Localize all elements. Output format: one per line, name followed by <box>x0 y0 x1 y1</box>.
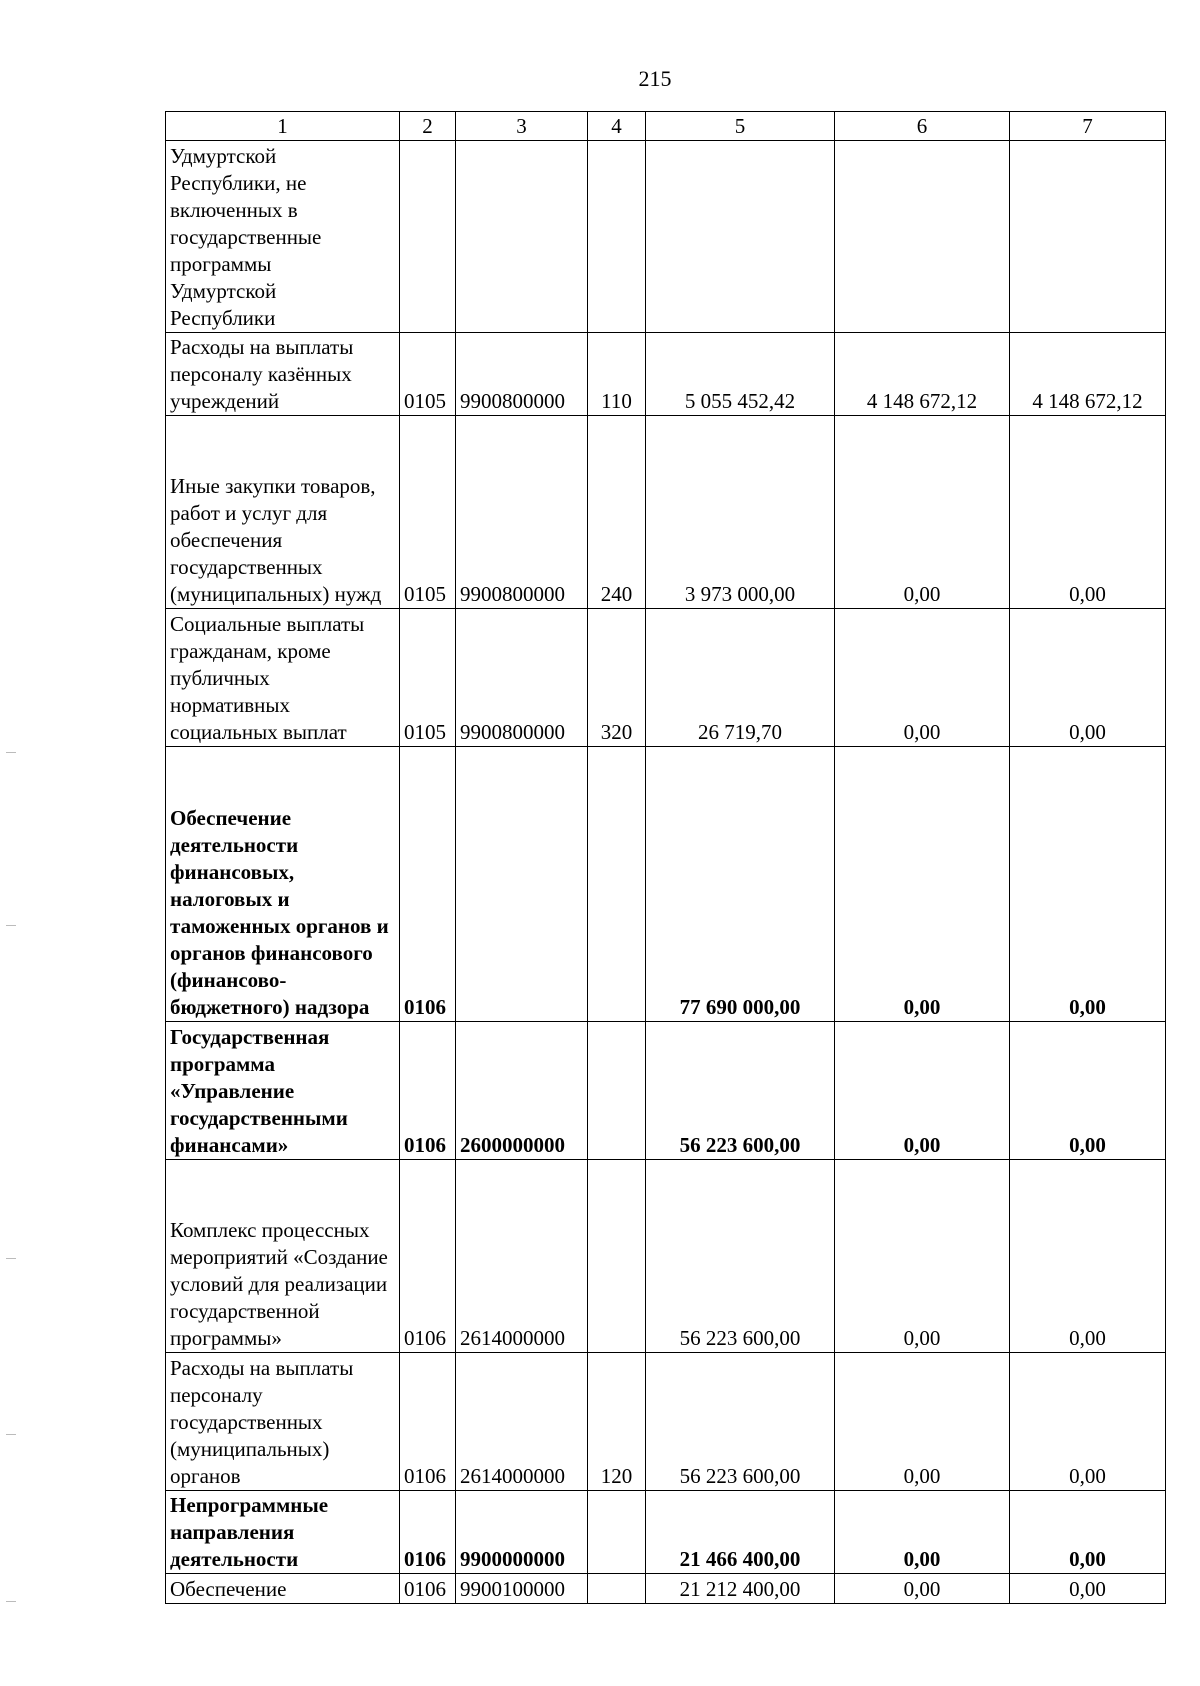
row-name: Расходы на выплаты персоналу государственных (муниципальных) органов <box>166 1353 400 1491</box>
row-name: Расходы на выплаты персоналу казённых учреждений <box>166 333 400 416</box>
section-code: 0106 <box>400 1353 456 1491</box>
amount-col5: 3 973 000,00 <box>646 416 835 609</box>
table-body <box>166 141 1166 1604</box>
amount-col7: 0,00 <box>1010 1022 1166 1160</box>
expense-type-code <box>588 1491 646 1574</box>
table-row <box>166 1353 1166 1491</box>
expense-type-code: 240 <box>588 416 646 609</box>
amount-col5: 56 223 600,00 <box>646 1160 835 1353</box>
row-name: Удмуртской Республики, не включенных в государственные программы Удмуртской Республики <box>166 141 400 333</box>
section-code: 0106 <box>400 1491 456 1574</box>
expense-type-code: 320 <box>588 609 646 747</box>
budget-table <box>165 111 1166 1604</box>
amount-col7: 0,00 <box>1010 1491 1166 1574</box>
amount-col7: 0,00 <box>1010 747 1166 1022</box>
amount-col5: 77 690 000,00 <box>646 747 835 1022</box>
column-header-2: 2 <box>400 112 456 141</box>
target-article-code: 2614000000 <box>456 1160 588 1353</box>
amount-col5: 21 466 400,00 <box>646 1491 835 1574</box>
section-code: 0106 <box>400 747 456 1022</box>
expense-type-code: 110 <box>588 333 646 416</box>
table-row <box>166 1022 1166 1160</box>
amount-col6: 4 148 672,12 <box>835 333 1010 416</box>
column-header-3: 3 <box>456 112 588 141</box>
target-article-code <box>456 747 588 1022</box>
amount-col6: 0,00 <box>835 1160 1010 1353</box>
scan-edge-mark <box>6 925 16 926</box>
table-row <box>166 141 1166 333</box>
column-header-5: 5 <box>646 112 835 141</box>
amount-col5: 26 719,70 <box>646 609 835 747</box>
section-code: 0105 <box>400 609 456 747</box>
amount-col6: 0,00 <box>835 609 1010 747</box>
target-article-code: 9900100000 <box>456 1574 588 1604</box>
row-name: Непрограммные направления деятельности <box>166 1491 400 1574</box>
table-row <box>166 333 1166 416</box>
column-header-6: 6 <box>835 112 1010 141</box>
amount-col6: 0,00 <box>835 1022 1010 1160</box>
amount-col5: 5 055 452,42 <box>646 333 835 416</box>
amount-col6: 0,00 <box>835 1353 1010 1491</box>
table-row <box>166 416 1166 609</box>
amount-col7: 0,00 <box>1010 1160 1166 1353</box>
amount-col6: 0,00 <box>835 1491 1010 1574</box>
section-code: 0106 <box>400 1022 456 1160</box>
expense-type-code <box>588 1160 646 1353</box>
scan-edge-mark <box>6 1258 16 1259</box>
amount-col7: 4 148 672,12 <box>1010 333 1166 416</box>
column-header-1: 1 <box>166 112 400 141</box>
row-name: Социальные выплаты гражданам, кроме публичных нормативных социальных выплат <box>166 609 400 747</box>
expense-type-code <box>588 141 646 333</box>
row-name: Комплекс процессных мероприятий «Создание условий для реализации государственной программы» <box>166 1160 400 1353</box>
section-code: 0106 <box>400 1574 456 1604</box>
target-article-code: 2614000000 <box>456 1353 588 1491</box>
column-header-4: 4 <box>588 112 646 141</box>
row-name: Обеспечение деятельности финансовых, налоговых и таможенных органов и органов финансового (финансово-бюджетного) надзора <box>166 747 400 1022</box>
amount-col5 <box>646 141 835 333</box>
section-code <box>400 141 456 333</box>
table-row <box>166 609 1166 747</box>
target-article-code: 9900000000 <box>456 1491 588 1574</box>
page-number: 215 <box>638 66 672 91</box>
amount-col7: 0,00 <box>1010 609 1166 747</box>
section-code: 0105 <box>400 416 456 609</box>
amount-col5: 21 212 400,00 <box>646 1574 835 1604</box>
amount-col7 <box>1010 141 1166 333</box>
scan-edge-mark <box>6 1601 16 1602</box>
expense-type-code <box>588 1574 646 1604</box>
amount-col6 <box>835 141 1010 333</box>
target-article-code <box>456 141 588 333</box>
row-name: Обеспечение <box>166 1574 400 1604</box>
table-row <box>166 747 1166 1022</box>
amount-col7: 0,00 <box>1010 416 1166 609</box>
expense-type-code: 120 <box>588 1353 646 1491</box>
column-number-row <box>166 112 1166 141</box>
expense-type-code <box>588 747 646 1022</box>
amount-col5: 56 223 600,00 <box>646 1353 835 1491</box>
scan-edge-mark <box>6 752 16 753</box>
table-row <box>166 1160 1166 1353</box>
target-article-code: 2600000000 <box>456 1022 588 1160</box>
amount-col6: 0,00 <box>835 1574 1010 1604</box>
scan-edge-mark <box>6 1434 16 1435</box>
table-row <box>166 1574 1166 1604</box>
expense-type-code <box>588 1022 646 1160</box>
amount-col7: 0,00 <box>1010 1574 1166 1604</box>
section-code: 0106 <box>400 1160 456 1353</box>
amount-col6: 0,00 <box>835 747 1010 1022</box>
amount-col5: 56 223 600,00 <box>646 1022 835 1160</box>
column-header-7: 7 <box>1010 112 1166 141</box>
amount-col6: 0,00 <box>835 416 1010 609</box>
table-row <box>166 1491 1166 1574</box>
amount-col7: 0,00 <box>1010 1353 1166 1491</box>
section-code: 0105 <box>400 333 456 416</box>
target-article-code: 9900800000 <box>456 416 588 609</box>
row-name: Иные закупки товаров, работ и услуг для обеспечения государственных (муниципальных) нужд <box>166 416 400 609</box>
target-article-code: 9900800000 <box>456 333 588 416</box>
target-article-code: 9900800000 <box>456 609 588 747</box>
row-name: Государственная программа «Управление государственными финансами» <box>166 1022 400 1160</box>
